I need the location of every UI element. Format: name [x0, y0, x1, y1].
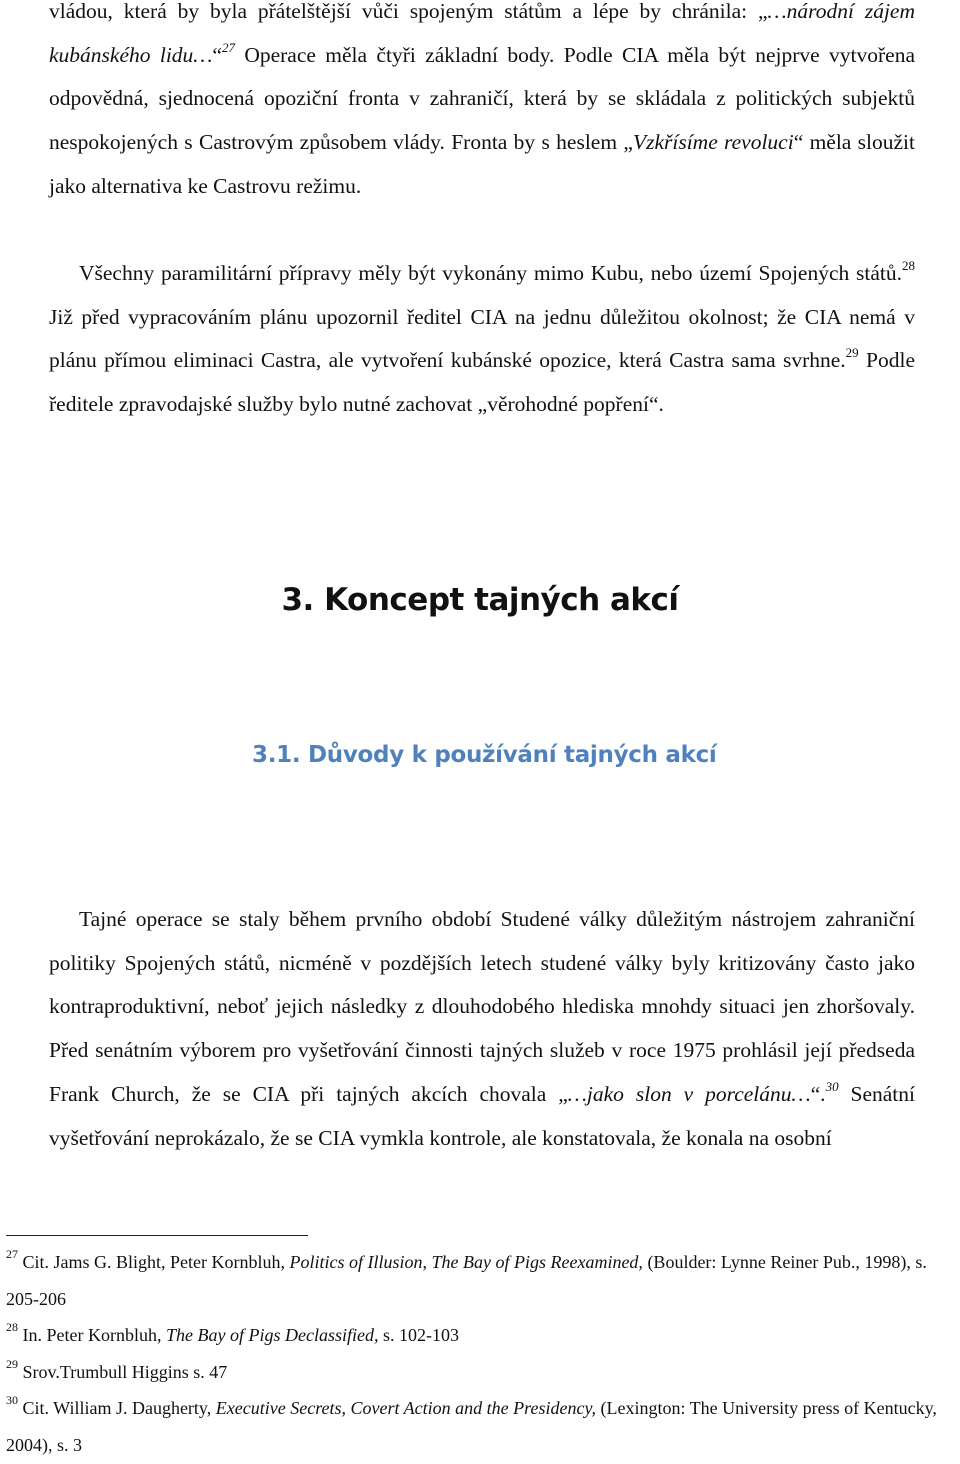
footnote-separator — [6, 1235, 308, 1236]
footnote-29: $^{29}$ Srov.Trumbull Higgins s. 47 — [6, 1356, 228, 1382]
body-paragraph-2: Všechny paramilitární přípravy měly být vykonány mimo Kubu, nebo území Spojených států.$^{28}$ Již před vypracováním plánu upozornil ředitel CIA na jednu důležitou okolnost; že CIA nemá v plánu přímou eliminaci Castra, ale vytvoření kubánské opozice, která Castra sama svrhne.$^{29}$ Podle ředitele zpravodajské služby bylo nutné zachovat „věrohodné popření“. — [49, 257, 915, 417]
footnote-30: $^{30}$ Cit. William J. Daugherty, Executive Secrets, Covert Action and the Presidency, (Lexington: The University press of Kentucky, 2004), s. 3 — [6, 1393, 937, 1455]
footnotes — [6, 1244, 960, 1464]
body-paragraph-1: vládou, která by byla přátelštější vůči spojeným státům a lépe by chránila: „…národní zájem kubánského lidu…“$^{27}$ Operace měla čtyři základní body. Podle CIA měla být nejprve vytvořena odpovědná, sjednocená opoziční fronta v zahraničí, která by se skládala z politických subjektů nespokojených s Castrovým způsobem vlády. Fronta by s heslem „Vzkřísíme revoluci“ měla sloužit jako alternativa ke Castrovu režimu. — [49, 0, 915, 198]
footnote-28: $^{28}$ In. Peter Kornbluh, The Bay of Pigs Declassified, s. 102-103 — [6, 1320, 459, 1346]
body-paragraph-3: Tajné operace se staly během prvního období Studené války důležitým nástrojem zahraniční politiky Spojených států, nicméně v pozdějších letech studené války byly kritizovány často jako kontraproduktivní, neboť jejich následky z dlouhodobého hlediska mnohdy situaci jen zhoršovaly. Před senátním výborem pro vyšetřování činnosti tajných služeb v roce 1975 prohlásil její předseda Frank Church, že se CIA při tajných akcích chovala „…jako slon v porcelánu…“.$^{30}$ Senátní vyšetřování neprokázalo, že se CIA vymkla kontrole, ale konstatovala, že konala na osobní — [49, 907, 915, 1150]
chapter-heading: 3. Koncept tajných akcí — [281, 582, 679, 618]
footnote-ref-28[interactable]: 28 — [902, 257, 915, 273]
footnote-ref-29[interactable]: 29 — [845, 345, 859, 361]
footnote-ref-30[interactable]: 30 — [825, 1078, 839, 1094]
section-heading: 3.1. Důvody k používání tajných akcí — [252, 742, 717, 768]
footnote-ref-27[interactable]: 27 — [221, 39, 235, 55]
footnote-27: $^{27}$ Cit. Jams G. Blight, Peter Kornbluh, Politics of Illusion, The Bay of Pigs Reexamined, (Boulder: Lynne Reiner Pub., 1998), s. 205-206 — [6, 1247, 927, 1309]
